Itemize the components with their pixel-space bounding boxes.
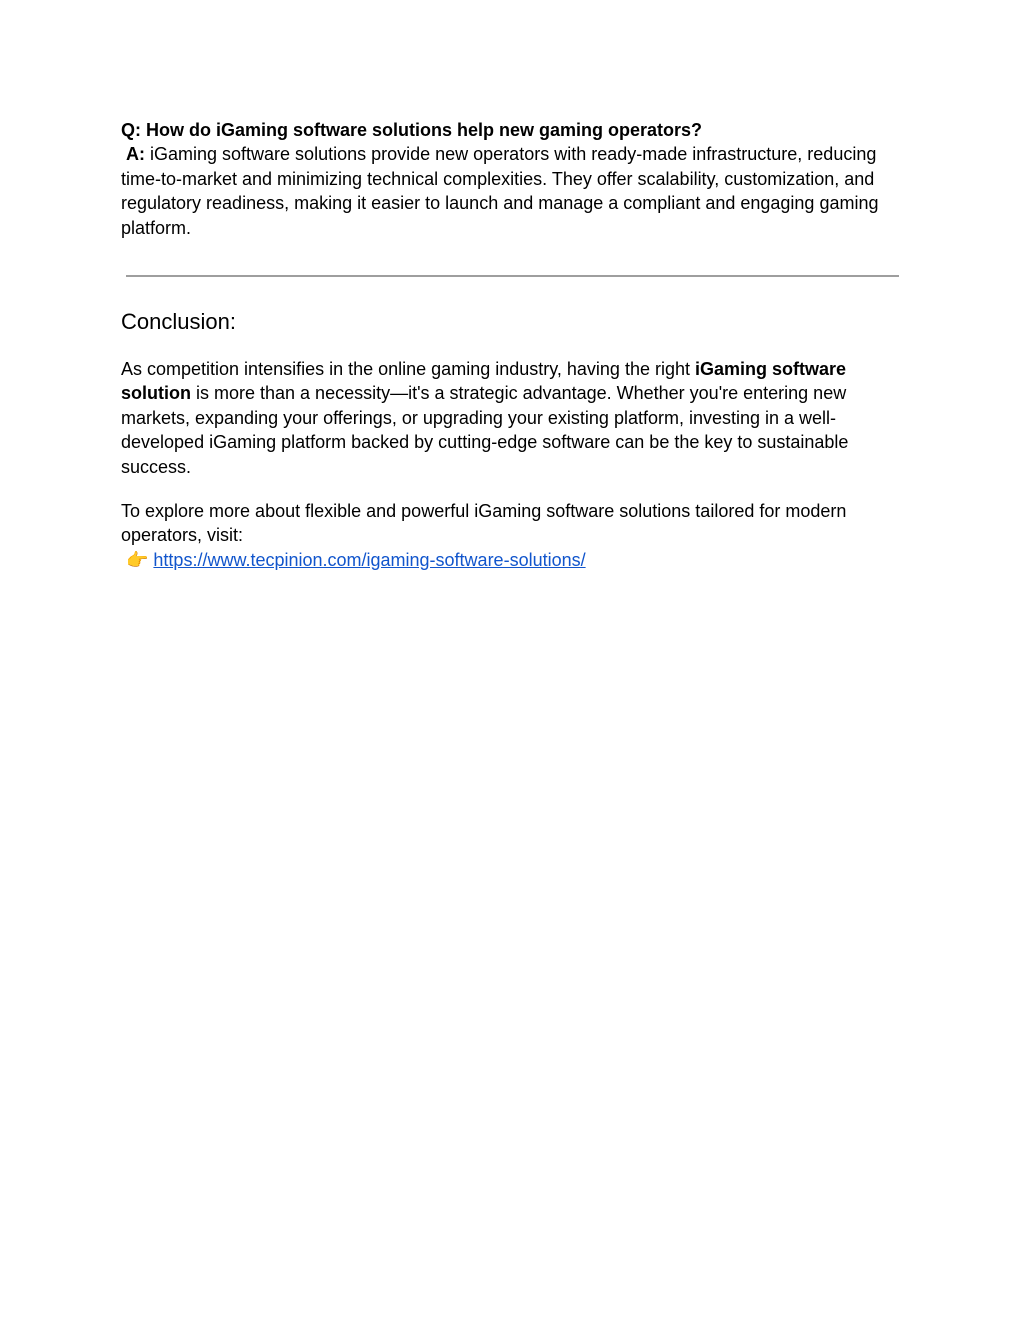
faq-section (121, 118, 911, 240)
conclusion-body (121, 357, 911, 572)
paragraph-1-text-start: As competition intensifies in the online gaming industry, having the right (121, 359, 695, 379)
link-line (121, 550, 586, 570)
conclusion-paragraph-2 (121, 499, 911, 572)
paragraph-2-text: To explore more about flexible and powerful iGaming software solutions tailored for modern operators, visit: (121, 501, 847, 546)
paragraph-1-text-end: is more than a necessity—it's a strategic advantage. Whether you're entering new markets, expanding your offerings, or upgrading your existing platform, investing in a well-developed iGaming platform backed by cutting-edge software can be the key to sustainable success. (121, 383, 849, 477)
pointing-hand-icon: 👉 (126, 549, 149, 570)
faq-answer (121, 142, 911, 240)
conclusion-heading: Conclusion: (121, 309, 236, 334)
faq-answer-text: iGaming software solutions provide new operators with ready-made infrastructure, reducing time-to-market and minimizing technical complexities. They offer scalability, customization, and regulatory readiness, making it easier to launch and manage a compliant and engaging gaming platform. (121, 144, 879, 238)
section-divider (126, 275, 899, 277)
faq-question: Q: How do iGaming software solutions help new gaming operators? (121, 120, 703, 140)
conclusion-paragraph-1 (121, 357, 911, 479)
paragraph-1-bold-text: iGaming software solution (121, 359, 847, 404)
solutions-link[interactable]: https://www.tecpinion.com/igaming-software-solutions/ (153, 549, 586, 570)
faq-item (121, 118, 911, 240)
faq-answer-label: A: (126, 144, 145, 165)
